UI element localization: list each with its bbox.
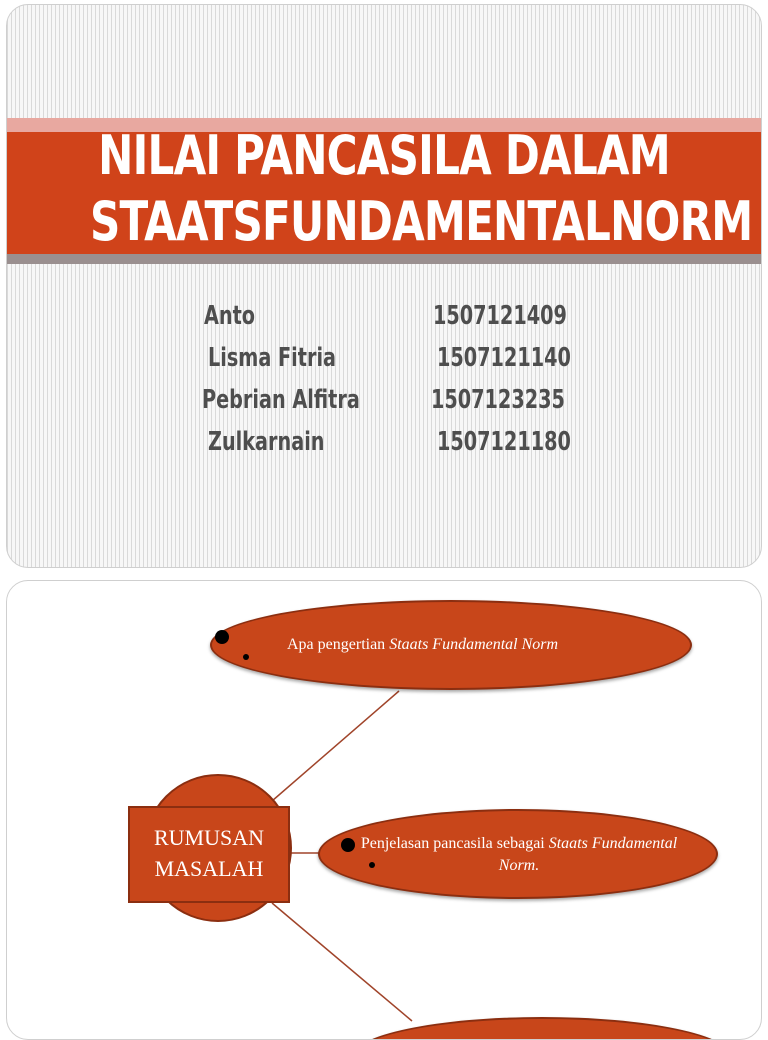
center-box — [128, 806, 290, 903]
member-name: Pebrian Alfitra — [202, 385, 360, 415]
center-label-line-1: RUMUSAN — [153, 825, 265, 850]
connector-line-bottom — [272, 903, 412, 1021]
bullet-dot — [369, 862, 375, 868]
title-line-2: STAATSFUNDAMENTALNORM — [89, 190, 753, 253]
problem-slide — [6, 580, 762, 1040]
title-band-bottom — [7, 254, 761, 264]
title-slide — [6, 4, 762, 568]
bullet-dot — [341, 838, 355, 852]
question-1-text: Apa pengertian Staats Fundamental Norm — [287, 636, 559, 653]
bullet-dot — [243, 654, 249, 660]
member-id: 1507121140 — [437, 343, 571, 373]
question-2-text: Penjelasan pancasila sebagai Staats Fundamental Norm. — [360, 835, 678, 874]
center-label-line-2: MASALAH — [154, 856, 264, 881]
member-id: 1507121180 — [437, 427, 571, 457]
question-1-shape — [210, 600, 692, 690]
title-line-1: NILAI PANCASILA DALAM — [98, 124, 670, 187]
slide-title — [89, 123, 753, 255]
member-name: Anto — [204, 301, 256, 331]
member-name: Zulkarnain — [208, 427, 325, 457]
question-2-shape — [318, 809, 718, 899]
member-id: 1507123235 — [431, 385, 565, 415]
connector-line-top — [272, 691, 399, 801]
member-id: 1507121409 — [433, 301, 567, 331]
member-name: Lisma Fitria — [208, 343, 337, 373]
bullet-dot — [215, 630, 229, 644]
